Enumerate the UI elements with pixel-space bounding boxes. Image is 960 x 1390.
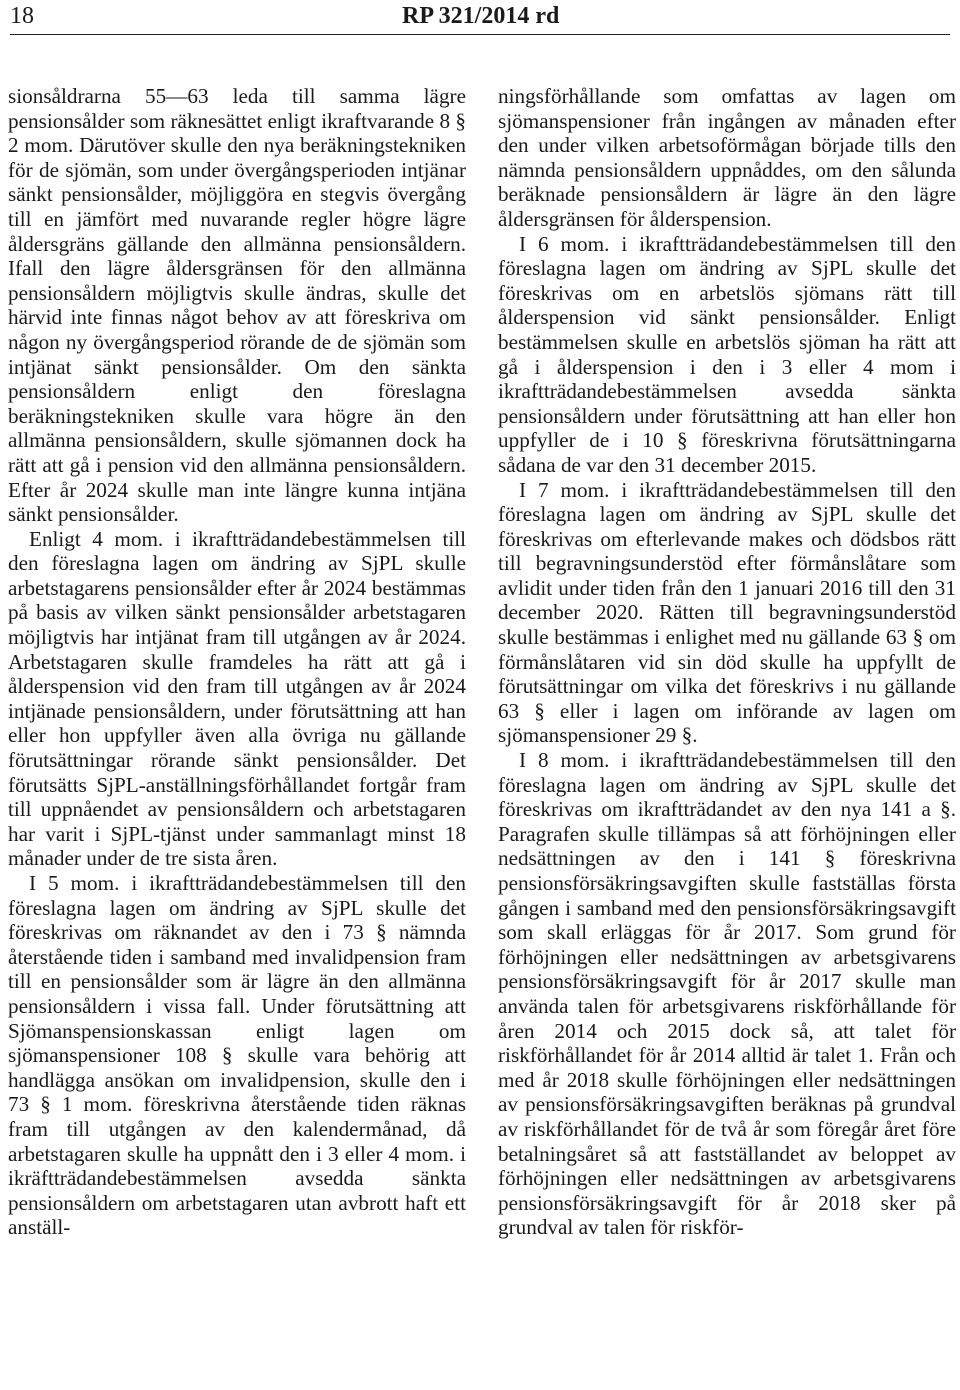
paragraph: I 6 mom. i ikraftträdandebestämmelsen till den föreslagna lagen om ändring av SjPL skulle det föreskrivas om en arbetslös sjömans rätt till ålderspension vid sänkt pensionsålder. Enligt bestämmelsen skulle en arbetslös sjöman ha rätt att gå i ålderspension i den i 3 eller 4 mom i ikraftträdandebestämmelsen avsedda sänkta pensionsåldern under förutsättning att han eller hon uppfyller de i 10 § föreskrivna förutsättningarna sådana de var den 31 december 2015. bbox=[498, 231, 956, 477]
paragraph: I 8 mom. i ikraftträdandebestämmelsen till den föreslagna lagen om ändring av SjPL skulle det föreskrivas om ikraftträdandet av den nya 141 a §. Paragrafen skulle tillämpas så att förhöjningen eller nedsättningen av den i 141 § föreskrivna pensionsförsäkringsavgiften skulle fastställas första gången i samband med den pensionsförsäkringsavgift som skall erläggas för år 2017. Som grund för förhöjningen eller nedsättningen av arbetsgivarens pensionsförsäkringsavgift för år 2017 skulle man använda talen för arbetsgivarens riskförhållande för åren 2014 och 2015 dock så, att talet för riskförhållandet för år 2014 alltid är talet 1. Från och med år 2018 skulle förhöjningen eller nedsättningen av pensionsförsäkringsavgiften beräknas på grundval av riskförhållandet för de två år som föregår året före betalningsåret så att fastställandet av beloppet av förhöjningen eller nedsättningen av arbetsgivarens pensionsförsäkringsavgift för år 2018 sker på grundval av talen för riskför- bbox=[498, 748, 956, 1240]
paragraph: I 5 mom. i ikraftträdandebestämmelsen till den föreslagna lagen om ändring av SjPL skulle det föreskrivas om räknandet av den i 73 § nämnda återstående tiden i samband med invalidpension fram till en pensionsålder som är lägre än den allmänna pensionsåldern i vissa fall. Under förutsättning att Sjömanspensionskassan enligt lagen om sjömanspensioner 108 § skulle vara behörig att handlägga ansökan om invalidpension, skulle den i 73 § 1 mom. föreskrivna återstående tiden räknas fram till utgången av den kalendermånad, då arbetstagaren skulle ha uppnått den i 3 eller 4 mom. i ikräftträdandebestämmelsen avsedda sänkta pensionsåldern om arbetstagaren utan avbrott haft ett anställ- bbox=[8, 871, 466, 1240]
header-divider bbox=[10, 34, 950, 35]
right-column bbox=[498, 84, 956, 1240]
paragraph: I 7 mom. i ikraftträdandebestämmelsen till den föreslagna lagen om ändring av SjPL skulle det föreskrivas om efterlevande makes och dödsbos rätt till begravningsunderstöd efter förmånslåtare som avlidit under tiden från den 1 januari 2016 till den 31 december 2020. Rätten till begravningsunderstöd skulle bestämmas i enlighet med nu gällande 63 § om förmånslåtaren vid sin död skulle ha uppfyllt de förutsättningar om vilka det föreskrivs i nu gällande 63 § eller i lagen om införande av lagen om sjömanspensioner 29 §. bbox=[498, 477, 956, 748]
paragraph: sionsåldrarna 55—63 leda till samma lägre pensionsålder som räknesättet enligt ikraftvarande 8 § 2 mom. Därutöver skulle den nya beräkningstekniken för de sjömän, som under övergångsperioden intjänar sänkt pensionsålder, möjliggöra en stegvis övergång till en jämfört med nuvarande regler högre lägre åldersgräns gällande den allmänna pensionsåldern. Ifall den lägre åldersgränsen för den allmänna pensionsåldern möjligtvis skulle ändras, skulle det härvid inte finnas något behov av att föreskriva om någon ny övergångsperiod rörande de de sjömän som intjänat sänkt pensionsålder. Om den sänkta pensionsåldern enligt den föreslagna beräkningstekniken skulle vara högre än den allmänna pensionsåldern, skulle sjömannen dock ha rätt att gå i pension vid den allmänna pensionsåldern. Efter år 2024 skulle man inte längre kunna intjäna sänkt pensionsålder. bbox=[8, 84, 466, 527]
page-number: 18 bbox=[10, 3, 34, 29]
left-column bbox=[8, 84, 466, 1240]
page-header bbox=[10, 0, 955, 36]
paragraph: Enligt 4 mom. i ikraftträdandebestämmelsen till den föreslagna lagen om ändring av SjPL skulle arbetstagarens pensionsålder efter år 2024 bestämmas på basis av vilken sänkt pensionsålder arbetstagaren möjligtvis har intjänat fram till utgången av år 2024. Arbetstagaren skulle framdeles ha rätt att gå i ålderspension vid den fram till utgången av år 2024 intjänade pensionsåldern, under förutsättning att han eller hon uppfyller även alla övriga nu gällande förutsättningar rörande sänkt pensionsålder. Det förutsätts SjPL-anställningsförhållandet fortgår fram till uppnåendet av pensionsåldern och arbetstagaren har varit i SjPL-tjänst under sammanlagt minst 18 månader under de tre sista åren. bbox=[8, 526, 466, 871]
document-reference: RP 321/2014 rd bbox=[402, 3, 560, 29]
paragraph: ningsförhållande som omfattas av lagen om sjömanspensioner från ingången av månaden efter den under vilken arbetsoförmågan började tills den nämnda pensionsåldern uppnåddes, om den sålunda beräknade pensionsåldern är lägre än den lägre åldersgränsen för ålderspension. bbox=[498, 84, 956, 231]
